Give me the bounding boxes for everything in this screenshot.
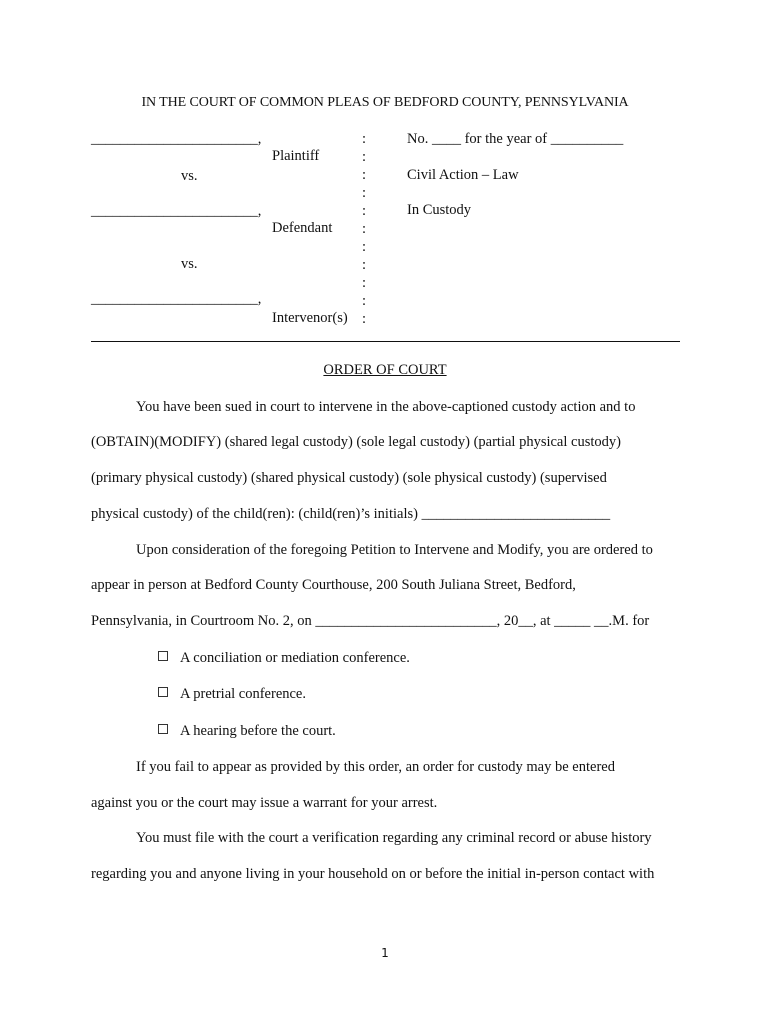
- caption-colon: :: [362, 203, 367, 219]
- plaintiff-label: Plaintiff: [272, 148, 320, 164]
- checkbox-icon[interactable]: [158, 651, 168, 661]
- caption-colon: :: [362, 131, 367, 147]
- option-pretrial: [158, 685, 306, 703]
- page-number: 1: [381, 946, 389, 960]
- caption-colon: :: [362, 293, 367, 309]
- body-line: appear in person at Bedford County Courthouse, 200 South Juliana Street, Bedford,: [91, 577, 576, 593]
- option-conciliation: [158, 649, 410, 667]
- caption-colon: :: [362, 257, 367, 273]
- body-line: Upon consideration of the foregoing Petition to Intervene and Modify, you are ordered to: [136, 542, 653, 558]
- body-line: (OBTAIN)(MODIFY) (shared legal custody) (sole legal custody) (partial physical custody): [91, 434, 621, 450]
- option-label: A conciliation or mediation conference.: [180, 650, 410, 666]
- custody-label: In Custody: [407, 202, 472, 218]
- case-number-line: No. ____ for the year of __________: [407, 131, 624, 147]
- versus-label-2: vs.: [181, 256, 198, 272]
- body-line: Pennsylvania, in Courtroom No. 2, on _________________________, 20__, at _____ __.M. for: [91, 613, 650, 629]
- option-label: A pretrial conference.: [180, 686, 306, 702]
- intervenor-name-blank: _______________________,: [91, 291, 262, 307]
- option-label: A hearing before the court.: [180, 723, 336, 739]
- caption-colon: :: [362, 167, 367, 183]
- caption-colon: :: [362, 149, 367, 165]
- caption-colon: :: [362, 275, 367, 291]
- body-line: against you or the court may issue a warrant for your arrest.: [91, 795, 438, 811]
- action-type: Civil Action – Law: [407, 167, 519, 183]
- caption-divider: [91, 341, 680, 342]
- defendant-name-blank: _______________________,: [91, 203, 262, 219]
- body-line: physical custody) of the child(ren): (child(ren)’s initials) __________________________: [91, 506, 611, 522]
- caption-colon: :: [362, 311, 367, 327]
- caption-colon: :: [362, 185, 367, 201]
- checkbox-icon[interactable]: [158, 687, 168, 697]
- intervenor-label: Intervenor(s): [272, 310, 348, 326]
- body-line: regarding you and anyone living in your household on or before the initial in-person contact with: [91, 866, 655, 882]
- body-line: (primary physical custody) (shared physical custody) (sole physical custody) (supervised: [91, 470, 607, 486]
- caption-colon: :: [362, 239, 367, 255]
- body-line: You must file with the court a verification regarding any criminal record or abuse history: [136, 830, 652, 846]
- plaintiff-name-blank: _______________________,: [91, 131, 262, 147]
- body-line: If you fail to appear as provided by this order, an order for custody may be entered: [136, 759, 615, 775]
- option-hearing: [158, 722, 336, 740]
- checkbox-icon[interactable]: [158, 724, 168, 734]
- body-line: You have been sued in court to intervene in the above-captioned custody action and to: [136, 399, 636, 415]
- caption-colon: :: [362, 221, 367, 237]
- court-title: IN THE COURT OF COMMON PLEAS OF BEDFORD COUNTY, PENNSYLVANIA: [141, 95, 629, 110]
- order-title: ORDER OF COURT: [323, 362, 447, 378]
- defendant-label: Defendant: [272, 220, 333, 236]
- versus-label-1: vs.: [181, 168, 198, 184]
